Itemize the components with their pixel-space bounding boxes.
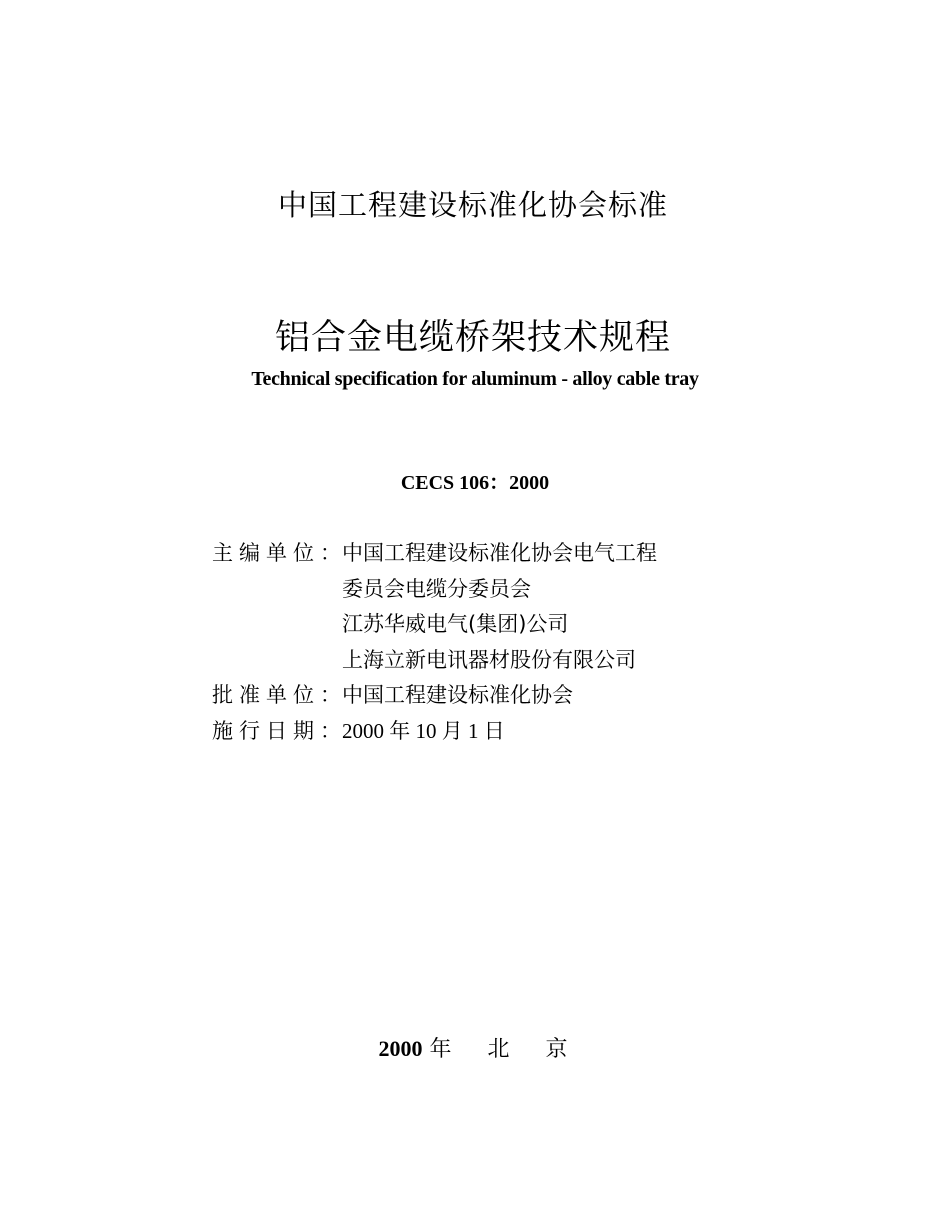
editor-row-continued: [212, 643, 812, 679]
editor-row-continued: [212, 607, 812, 643]
document-title: 铝合金电缆桥架技术规程: [274, 318, 671, 358]
document-title-english: Technical specification for aluminum - alloy cable tray: [251, 368, 699, 390]
editor-row: [212, 536, 812, 572]
effective-date: 2000 年 10 月 1 日: [342, 718, 505, 743]
approver-row: [212, 678, 812, 714]
editor-unit: 江苏华威电气(集团)公司: [342, 612, 569, 636]
standard-code: CECS 106：2000: [400, 472, 550, 494]
imprint-year-suffix: 年: [429, 1037, 452, 1062]
imprint-year: 2000: [378, 1036, 423, 1061]
imprint-city: 京: [545, 1037, 568, 1062]
editor-unit: 上海立新电讯器材股份有限公司: [342, 647, 636, 672]
effective-date-row: [212, 714, 812, 750]
imprint: [0, 1034, 948, 1065]
editor-label: 主编单位：: [212, 541, 347, 565]
editor-row-continued: [212, 572, 812, 608]
editor-unit: 委员会电缆分委员会: [342, 576, 531, 601]
publication-info: [212, 536, 812, 749]
editor-unit: 中国工程建设标准化协会电气工程: [342, 541, 657, 565]
effective-date-label: 施行日期：: [212, 718, 347, 743]
series-title: 中国工程建设标准化协会标准: [277, 188, 668, 222]
imprint-city: 北: [487, 1037, 510, 1062]
approver-label: 批准单位：: [212, 683, 347, 707]
approver-unit: 中国工程建设标准化协会: [342, 683, 573, 707]
